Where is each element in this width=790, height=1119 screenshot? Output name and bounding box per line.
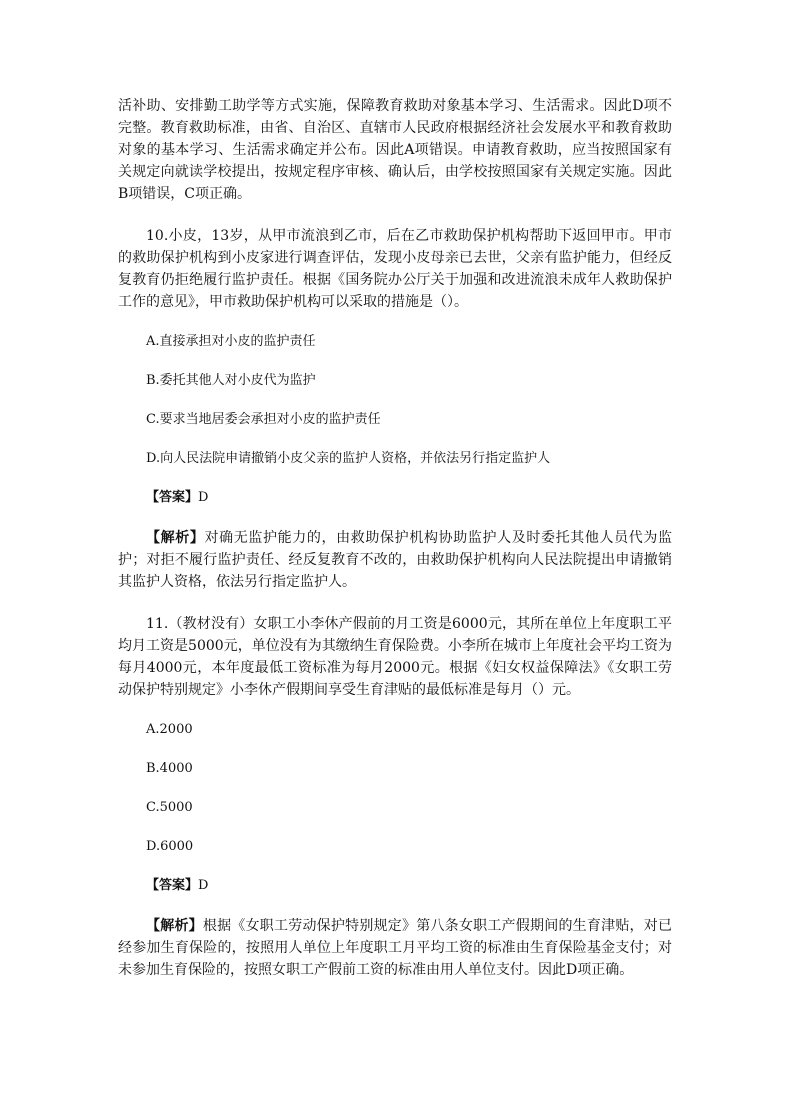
question-11: 11.（教材没有）女职工小李休产假前的月工资是6000元，其所在单位上年度职工平均月工资是5000元，单位没有为其缴纳生育保险费。小李所在城市上年度社会平均工资为每月4000元，本年度最低工资标准为每月2000元。根据《妇女权益保障法》《女职工劳动保护特别规定》小李休产假期间享受生育津贴的最低标准是每月（）元。 bbox=[118, 616, 672, 698]
question-10-option-a: A.直接承担对小皮的监护责任 bbox=[146, 334, 316, 349]
question-11-option-d: D.6000 bbox=[146, 839, 194, 854]
analysis-label: 【解析】 bbox=[146, 918, 203, 934]
answer-value: D bbox=[198, 878, 209, 893]
question-11-option-b: B.4000 bbox=[146, 761, 193, 776]
question-10-answer bbox=[118, 488, 672, 508]
question-11-answer bbox=[118, 876, 672, 896]
analysis-text: 对确无监护能力的，由救助保护机构协助监护人及时委托其他人员代为监护；对拒不履行监护责任、经反复教育不改的，由救助保护机构向人民法院提出申请撤销其监护人资格，依法另行指定监护人。 bbox=[118, 530, 672, 590]
analysis-text: 根据《女职工劳动保护特别规定》第八条女职工产假期间的生育津贴，对已经参加生育保险的，按照用人单位上年度职工月平均工资的标准由生育保险基金支付；对未参加生育保险的，按照女职工产假前工资的标准由用人单位支付。因此D项正确。 bbox=[118, 918, 672, 978]
document-page bbox=[118, 95, 672, 981]
question-10-analysis bbox=[118, 527, 672, 593]
answer-value: D bbox=[198, 490, 209, 505]
question-10-option-d: D.向人民法院申请撤销小皮父亲的监护人资格，并依法另行指定监护人 bbox=[146, 451, 551, 466]
answer-label: 【答案】 bbox=[146, 490, 199, 505]
question-11-option-a: A.2000 bbox=[146, 722, 193, 737]
answer-label: 【答案】 bbox=[146, 878, 199, 893]
paragraph-prev-analysis: 活补助、安排勤工助学等方式实施，保障教育救助对象基本学习、生活需求。因此D项不完整。教育救助标准，由省、自治区、直辖市人民政府根据经济社会发展水平和教育救助对象的基本学习、生活需求确定并公布。因此A项错误。申请教育救助，应当按照国家有关规定向就读学校提出，按规定程序审核、确认后，由学校按照国家有关规定实施。因此B项错误，C项正确。 bbox=[118, 98, 672, 202]
question-10-option-b: B.委托其他人对小皮代为监护 bbox=[146, 373, 316, 388]
question-10: 10.小皮，13岁，从甲市流浪到乙市，后在乙市救助保护机构帮助下返回甲市。甲市的救助保护机构到小皮家进行调查评估，发现小皮母亲已去世，父亲有监护能力，但经反复教育仍拒绝履行监护责任。根据《国务院办公厅关于加强和改进流浪未成年人救助保护工作的意见》，甲市救助保护机构可以采取的措施是（）。 bbox=[118, 228, 672, 310]
question-11-analysis bbox=[118, 915, 672, 981]
question-10-option-c: C.要求当地居委会承担对小皮的监护责任 bbox=[146, 412, 381, 427]
analysis-label: 【解析】 bbox=[146, 530, 205, 546]
question-11-option-c: C.5000 bbox=[146, 800, 193, 815]
